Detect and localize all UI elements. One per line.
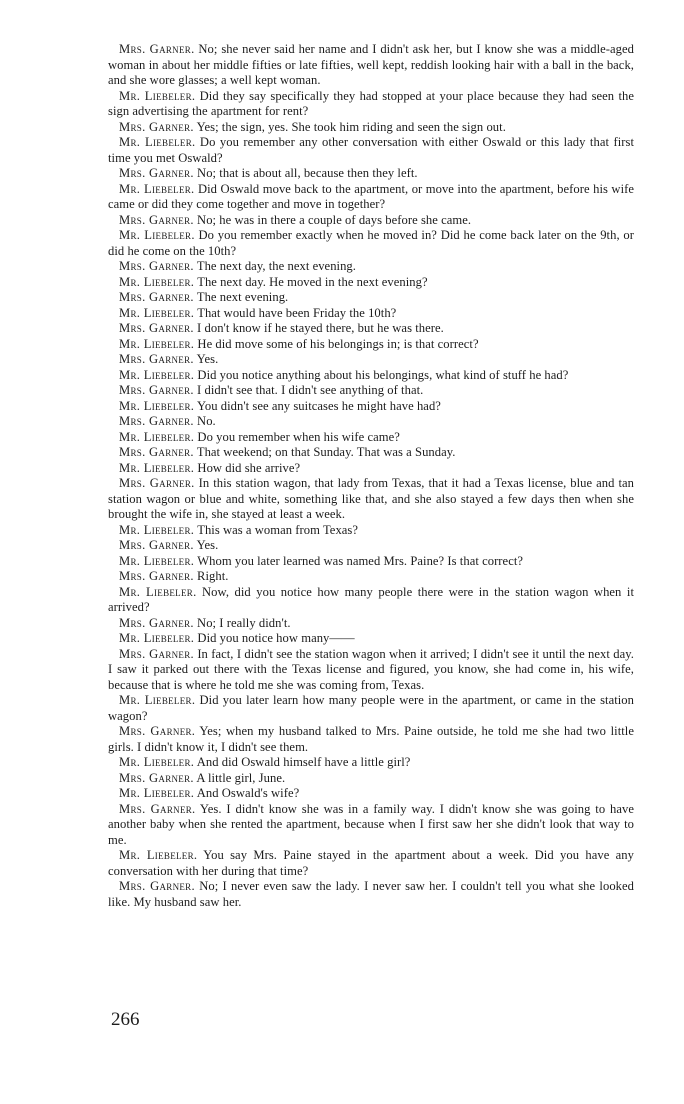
speaker-label: Mr. Liebeler. — [119, 553, 195, 568]
speaker-label: Mrs. Garner. — [119, 321, 194, 335]
speaker-label: Mrs. Garner. — [119, 538, 194, 552]
testimony-text: Do you remember exactly when he moved in? Did he come back later on the 9th, or did he come on the 10th? — [108, 228, 634, 258]
speaker-label: Mrs. Garner. — [119, 615, 194, 630]
testimony-text: That weekend; on that Sunday. That was a Sunday. — [193, 445, 456, 459]
testimony-paragraph — [108, 290, 634, 306]
testimony-paragraph — [108, 569, 634, 585]
speaker-label: Mr. Liebeler. — [119, 755, 195, 769]
speaker-label: Mrs. Garner. — [119, 352, 194, 366]
transcript-body — [108, 42, 634, 910]
testimony-paragraph — [108, 399, 634, 415]
speaker-label: Mrs. Garner. — [119, 770, 194, 785]
testimony-text: And Oswald's wife? — [194, 786, 300, 800]
testimony-paragraph — [108, 585, 634, 616]
testimony-text: Yes. — [193, 538, 219, 552]
testimony-text: How did she arrive? — [194, 460, 301, 475]
testimony-text: Did they say specifically they had stopped at your place because they had seen the sign advertising the apartment for rent? — [108, 88, 634, 118]
testimony-text: Now, did you notice how many people there were in the station wagon when it arrived? — [108, 584, 634, 614]
testimony-paragraph — [108, 616, 634, 632]
speaker-label: Mr. Liebeler. — [119, 848, 198, 862]
testimony-text: No; he was in there a couple of days before she came. — [193, 212, 472, 227]
testimony-text: A little girl, June. — [193, 770, 286, 785]
testimony-paragraph — [108, 368, 634, 384]
testimony-paragraph — [108, 523, 634, 539]
testimony-text: In fact, I didn't see the station wagon when it arrived; I didn't see it until the next day. I saw it parked out there with the Texas license and figured, you know, she had come in, his wife, because that is where he told me she was coming from, Texas. — [108, 646, 634, 692]
testimony-text: This was a woman from Texas? — [194, 522, 359, 537]
testimony-text: You didn't see any suitcases he might have had? — [194, 398, 441, 413]
testimony-text: In this station wagon, that lady from Texas, that it had a Texas license, blue and tan station wagon or blue and white, something like that, and she also stayed a few days then when she brought the wife in, she stayed at least a week. — [108, 476, 634, 521]
testimony-text: That would have been Friday the 10th? — [194, 305, 397, 320]
testimony-paragraph — [108, 461, 634, 477]
testimony-text: Do you remember when his wife came? — [194, 429, 400, 444]
testimony-paragraph — [108, 786, 634, 802]
testimony-text: Yes. — [193, 352, 219, 366]
testimony-text: The next day. He moved in the next evening? — [194, 274, 428, 289]
testimony-text: Yes. I didn't know she was in a family way. I didn't know she was going to have another baby when she rented the apartment, because when I first saw her she didn't look that way to me. — [108, 801, 634, 847]
speaker-label: Mrs. Garner. — [119, 646, 194, 661]
speaker-label: Mrs. Garner. — [119, 724, 196, 738]
testimony-paragraph — [108, 228, 634, 259]
speaker-label: Mrs. Garner. — [119, 119, 194, 134]
testimony-paragraph — [108, 306, 634, 322]
testimony-paragraph — [108, 42, 634, 89]
testimony-paragraph — [108, 724, 634, 755]
testimony-paragraph — [108, 414, 634, 430]
speaker-label: Mrs. Garner. — [119, 414, 194, 428]
testimony-text: Yes; when my husband talked to Mrs. Paine outside, he told me she had two little girls. I didn't know it, I didn't see them. — [108, 724, 634, 754]
testimony-paragraph — [108, 337, 634, 353]
testimony-text: No; I never even saw the lady. I never saw her. I couldn't tell you what she looked like. My husband saw her. — [108, 879, 635, 909]
speaker-label: Mr. Liebeler. — [119, 336, 195, 351]
testimony-text: You say Mrs. Paine stayed in the apartment about a week. Did you have any conversation with her during that time? — [108, 848, 635, 878]
testimony-paragraph — [108, 352, 634, 368]
speaker-label: Mrs. Garner. — [119, 166, 194, 180]
testimony-paragraph — [108, 631, 634, 647]
speaker-label: Mr. Liebeler. — [119, 522, 195, 537]
speaker-label: Mrs. Garner. — [119, 212, 194, 227]
speaker-label: Mrs. Garner. — [119, 383, 194, 397]
testimony-text: Whom you later learned was named Mrs. Paine? Is that correct? — [194, 553, 524, 568]
speaker-label: Mr. Liebeler. — [119, 274, 195, 289]
testimony-paragraph — [108, 182, 634, 213]
testimony-paragraph — [108, 802, 634, 849]
speaker-label: Mr. Liebeler. — [119, 135, 196, 149]
page-number: 266 — [111, 1009, 140, 1030]
speaker-label: Mr. Liebeler. — [119, 429, 195, 444]
testimony-text: No; she never said her name and I didn't ask her, but I know she was a middle-aged woman in about her middle fifties or late fifties, well kept, reddish looking hair with a ball in the back, and she wore glasses; a well kept woman. — [108, 42, 634, 87]
testimony-paragraph — [108, 321, 634, 337]
speaker-label: Mrs. Garner. — [119, 290, 194, 304]
testimony-paragraph — [108, 693, 634, 724]
testimony-paragraph — [108, 275, 634, 291]
testimony-paragraph — [108, 135, 634, 166]
speaker-label: Mr. Liebeler. — [119, 367, 195, 382]
speaker-label: Mr. Liebeler. — [119, 693, 196, 707]
speaker-label: Mr. Liebeler. — [119, 228, 195, 242]
speaker-label: Mr. Liebeler. — [119, 631, 195, 645]
testimony-text: Did Oswald move back to the apartment, or move into the apartment, before his wife came or did they come together and move in together? — [108, 181, 635, 211]
speaker-label: Mr. Liebeler. — [119, 398, 195, 413]
testimony-paragraph — [108, 879, 634, 910]
testimony-paragraph — [108, 538, 634, 554]
testimony-text: He did move some of his belongings in; is that correct? — [194, 336, 479, 351]
testimony-text: Right. — [193, 569, 229, 583]
testimony-text: Did you notice anything about his belongings, what kind of stuff he had? — [194, 367, 569, 382]
testimony-text: The next evening. — [193, 290, 289, 304]
speaker-label: Mrs. Garner. — [119, 879, 195, 893]
testimony-text: No; I really didn't. — [193, 615, 291, 630]
testimony-text: The next day, the next evening. — [193, 259, 356, 273]
testimony-paragraph — [108, 554, 634, 570]
speaker-label: Mrs. Garner. — [119, 259, 194, 273]
speaker-label: Mr. Liebeler. — [119, 88, 196, 103]
speaker-label: Mr. Liebeler. — [119, 181, 195, 196]
testimony-text: I didn't see that. I didn't see anything of that. — [193, 383, 424, 397]
speaker-label: Mr. Liebeler. — [119, 584, 197, 599]
testimony-text: And did Oswald himself have a little girl? — [194, 755, 411, 769]
testimony-paragraph — [108, 476, 634, 523]
speaker-label: Mr. Liebeler. — [119, 305, 195, 320]
testimony-paragraph — [108, 647, 634, 694]
testimony-text: No; that is about all, because then they left. — [193, 166, 418, 180]
testimony-paragraph — [108, 213, 634, 229]
speaker-label: Mrs. Garner. — [119, 801, 196, 816]
testimony-paragraph — [108, 166, 634, 182]
testimony-paragraph — [108, 848, 634, 879]
speaker-label: Mr. Liebeler. — [119, 786, 195, 800]
testimony-text: I don't know if he stayed there, but he was there. — [193, 321, 444, 335]
testimony-paragraph — [108, 755, 634, 771]
testimony-text: Did you notice how many—— — [194, 631, 355, 645]
testimony-text: Did you later learn how many people were in the apartment, or came in the station wagon? — [108, 693, 635, 723]
testimony-text: Do you remember any other conversation with either Oswald or this lady that first time you met Oswald? — [108, 135, 634, 165]
testimony-paragraph — [108, 120, 634, 136]
speaker-label: Mrs. Garner. — [119, 445, 194, 459]
speaker-label: Mrs. Garner. — [119, 569, 194, 583]
testimony-text: No. — [193, 414, 216, 428]
speaker-label: Mr. Liebeler. — [119, 460, 195, 475]
testimony-paragraph — [108, 89, 634, 120]
speaker-label: Mrs. Garner. — [119, 42, 195, 56]
testimony-paragraph — [108, 430, 634, 446]
testimony-paragraph — [108, 259, 634, 275]
testimony-text: Yes; the sign, yes. She took him riding and seen the sign out. — [193, 119, 506, 134]
testimony-paragraph — [108, 771, 634, 787]
testimony-paragraph — [108, 383, 634, 399]
speaker-label: Mrs. Garner. — [119, 476, 195, 490]
testimony-paragraph — [108, 445, 634, 461]
